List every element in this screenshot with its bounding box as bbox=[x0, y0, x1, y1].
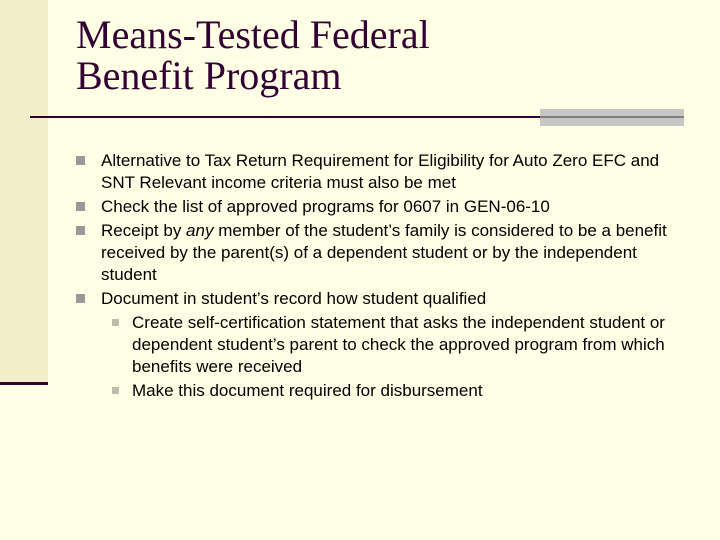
square-bullet-icon bbox=[76, 202, 85, 211]
sub-bullet-list bbox=[101, 312, 686, 402]
bullet-list bbox=[76, 150, 686, 402]
title-line-1: Means-Tested Federal bbox=[76, 12, 430, 57]
sub-bullet-text-1: Create self-certification statement that asks the independent student or dependent student’s parent to check the approved program from which benefits were received bbox=[132, 313, 665, 376]
slide-content bbox=[76, 150, 686, 404]
left-accent-band bbox=[0, 0, 48, 382]
bullet-text-3-post: member of the student’s family is considered to be a benefit received by the parent(s) of a dependent student or by the independent student bbox=[101, 221, 667, 284]
slide-title bbox=[76, 14, 676, 96]
title-line-2: Benefit Program bbox=[76, 53, 342, 98]
square-bullet-icon bbox=[76, 294, 85, 303]
sub-bullet-item-2 bbox=[101, 380, 686, 402]
title-accent-block-rule bbox=[540, 116, 684, 118]
square-bullet-icon bbox=[76, 226, 85, 235]
bullet-item-2 bbox=[76, 196, 686, 218]
title-divider bbox=[30, 116, 540, 118]
bullet-text-4: Document in student’s record how student qualified bbox=[101, 289, 487, 308]
small-square-bullet-icon bbox=[112, 319, 119, 326]
square-bullet-icon bbox=[76, 156, 85, 165]
bullet-text-1: Alternative to Tax Return Requirement for Eligibility for Auto Zero EFC and SNT Relevant income criteria must also be met bbox=[101, 151, 660, 192]
left-band-rule bbox=[0, 382, 48, 385]
bullet-text-3-pre: Receipt by bbox=[101, 221, 187, 240]
bullet-item-3 bbox=[76, 220, 686, 286]
bullet-text-2: Check the list of approved programs for 0607 in GEN-06-10 bbox=[101, 197, 550, 216]
bullet-text-3-emphasis: any bbox=[186, 221, 214, 240]
bullet-item-1 bbox=[76, 150, 686, 194]
bullet-item-4 bbox=[76, 288, 686, 402]
sub-bullet-item-1 bbox=[101, 312, 686, 378]
sub-bullet-text-2: Make this document required for disbursement bbox=[132, 381, 483, 400]
small-square-bullet-icon bbox=[112, 387, 119, 394]
